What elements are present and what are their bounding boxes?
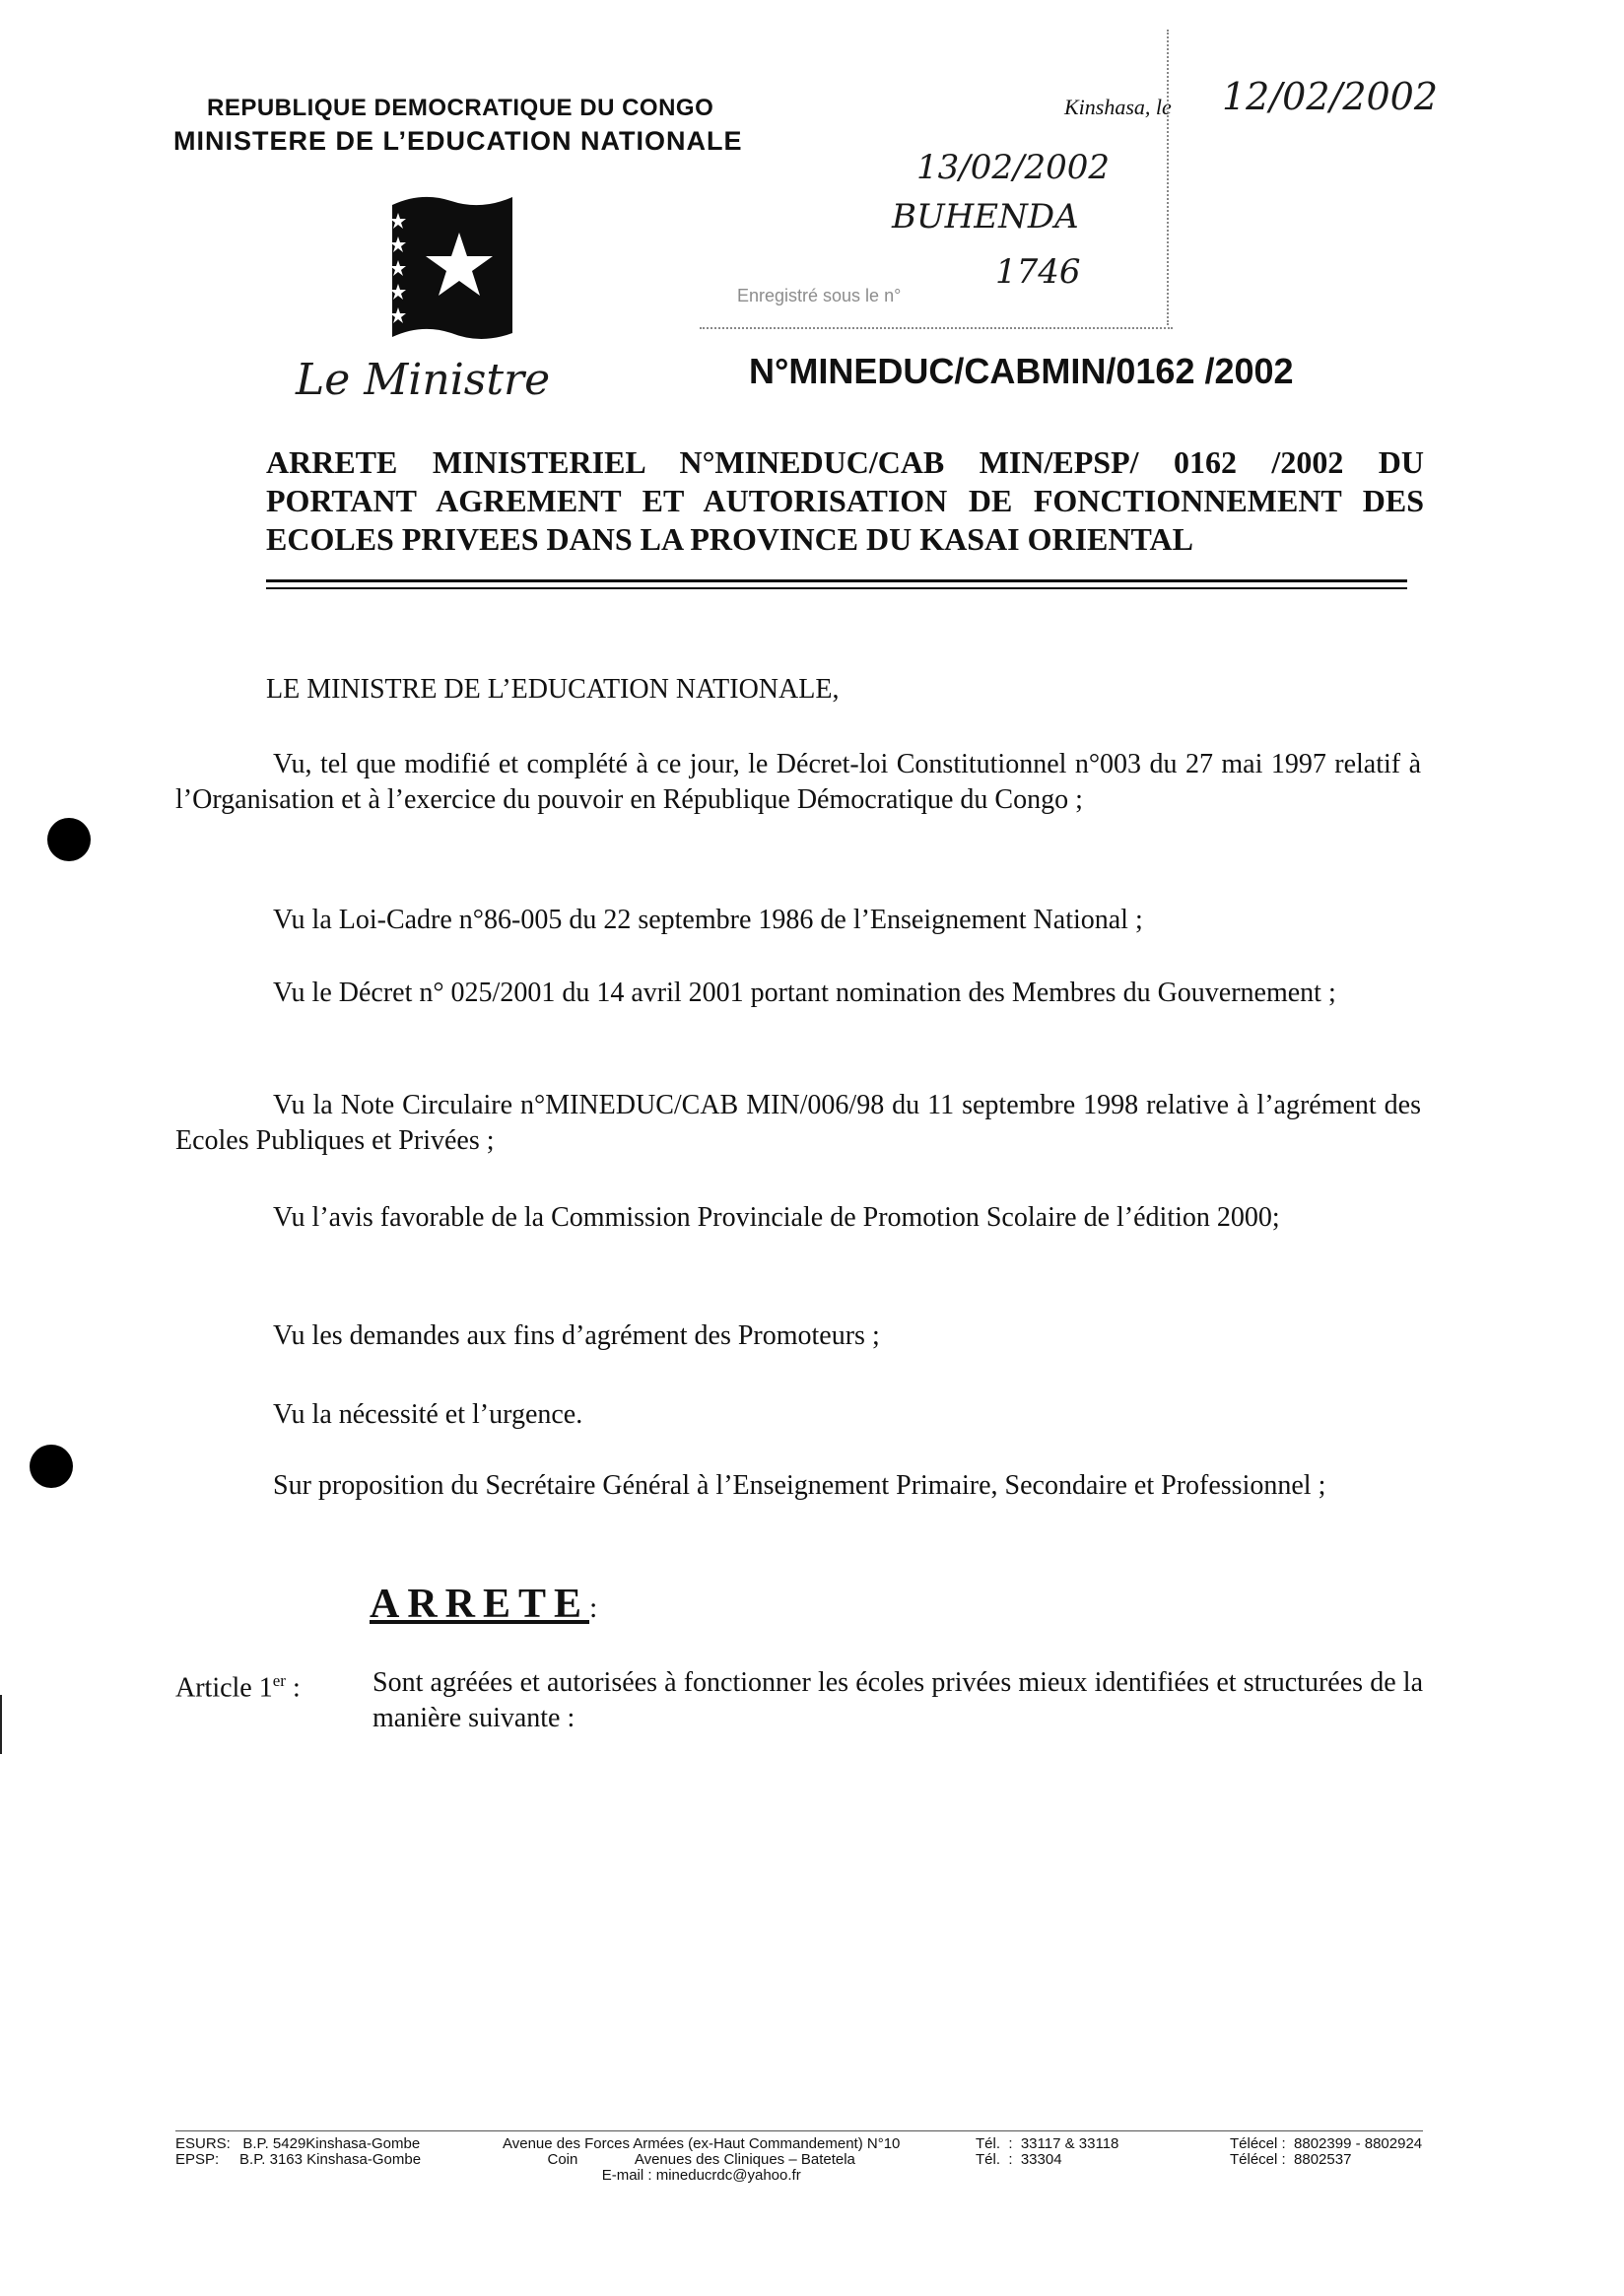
- ministry-heading: MINISTERE DE L’EDUCATION NATIONALE: [173, 126, 743, 156]
- handwritten-date: 12/02/2002: [1222, 75, 1439, 118]
- footer-line: Télécel : 8802537: [1230, 2151, 1352, 2168]
- reference-number: N°MINEDUC/CABMIN/0162 /2002: [749, 351, 1294, 391]
- footer-line: Tél. : 33117 & 33118: [976, 2135, 1119, 2152]
- vu-paragraph: Vu les demandes aux fins d’agrément des Promoteurs ;: [273, 1320, 880, 1351]
- salutation: LE MINISTRE DE L’EDUCATION NATIONALE,: [266, 674, 840, 705]
- minister-signature-title: Le Ministre: [296, 355, 551, 405]
- vu-paragraph: Vu le Décret n° 025/2001 du 14 avril 2001 portant nomination des Membres du Gouvernement ;: [273, 978, 1336, 1008]
- footer-line: Coin Avenues des Cliniques – Batetela: [547, 2151, 855, 2168]
- article-label-sup: er: [272, 1671, 286, 1690]
- vu-paragraph: Vu la Note Circulaire n°MINEDUC/CAB MIN/006/98 du 11 septembre 1998 relative à l’agrément des Ecoles Publiques et Privées ;: [175, 1090, 1421, 1156]
- arrete-heading-text: ARRETE: [370, 1582, 590, 1627]
- footer-col-addresses: [175, 2136, 421, 2168]
- vu-paragraph: Vu la nécessité et l’urgence.: [273, 1399, 583, 1430]
- footer-line: EPSP: B.P. 3163 Kinshasa-Gombe: [175, 2151, 422, 2168]
- footer-line: Tél. : 33304: [976, 2151, 1062, 2168]
- decree-title-line: ECOLES PRIVEES DANS LA PROVINCE DU KASAI ORIENTAL: [266, 521, 1193, 557]
- stamp-faint-label: Enregistré sous le n°: [737, 286, 902, 305]
- proposition-paragraph: Sur proposition du Secrétaire Général à l’Enseignement Primaire, Secondaire et Professionnel ;: [273, 1470, 1326, 1501]
- title-underline: [266, 587, 1407, 589]
- stamp-border: [1167, 30, 1169, 325]
- punch-hole-icon: [47, 818, 91, 861]
- article-label: [175, 1671, 301, 1704]
- footer-col-phone: [976, 2136, 1118, 2168]
- footer-col-street: [503, 2136, 900, 2184]
- footer-email: E-mail : mineducrdc@yahoo.fr: [601, 2167, 801, 2184]
- footer-line: ESURS: B.P. 5429Kinshasa-Gombe: [175, 2135, 421, 2152]
- decree-title-line: ARRETE MINISTERIEL N°MINEDUC/CAB MIN/EPSP/ 0162 /2002 DU: [266, 444, 1424, 480]
- decree-title-line: PORTANT AGREMENT ET AUTORISATION DE FONCTIONNEMENT DES: [266, 483, 1424, 518]
- stamp-received-number: 1746: [995, 252, 1081, 292]
- article-1-text: Sont agréées et autorisées à fonctionner les écoles privées mieux identifiées et structurées de la manière suivante :: [372, 1667, 1423, 1733]
- stamp-received-name: BUHENDA: [892, 197, 1079, 236]
- scan-edge-mark: [0, 1695, 2, 1754]
- title-underline: [266, 579, 1407, 582]
- vu-paragraph: Vu, tel que modifié et complété à ce jour, le Décret-loi Constitutionnel n°003 du 27 mai 1997 relatif à l’Organisation et à l’exercice du pouvoir en République Démocratique du Congo ;: [175, 749, 1421, 815]
- vu-paragraph: Vu la Loi-Cadre n°86-005 du 22 septembre 1986 de l’Enseignement National ;: [273, 905, 1143, 935]
- punch-hole-icon: [30, 1445, 73, 1488]
- flag-emblem-icon: [382, 185, 520, 343]
- footer-line: Télécel : 8802399 - 8802924: [1230, 2135, 1423, 2152]
- article-label-colon: :: [285, 1672, 301, 1704]
- footer-col-telecel: [1230, 2136, 1422, 2168]
- stamp-border: [700, 327, 1173, 329]
- footer-rule: [175, 2130, 1423, 2131]
- vu-paragraph: Vu l’avis favorable de la Commission Provinciale de Promotion Scolaire de l’édition 2000;: [273, 1202, 1280, 1233]
- arrete-heading: [370, 1581, 597, 1628]
- decree-title: [266, 443, 1424, 559]
- footer-line: Avenue des Forces Armées (ex-Haut Commandement) N°10: [503, 2135, 901, 2152]
- arrete-colon: :: [589, 1591, 598, 1624]
- location-label: Kinshasa, le: [1064, 95, 1172, 119]
- article-label-main: Article 1: [175, 1672, 273, 1704]
- stamp-received-date: 13/02/2002: [916, 148, 1110, 187]
- republic-heading: REPUBLIQUE DEMOCRATIQUE DU CONGO: [207, 95, 714, 121]
